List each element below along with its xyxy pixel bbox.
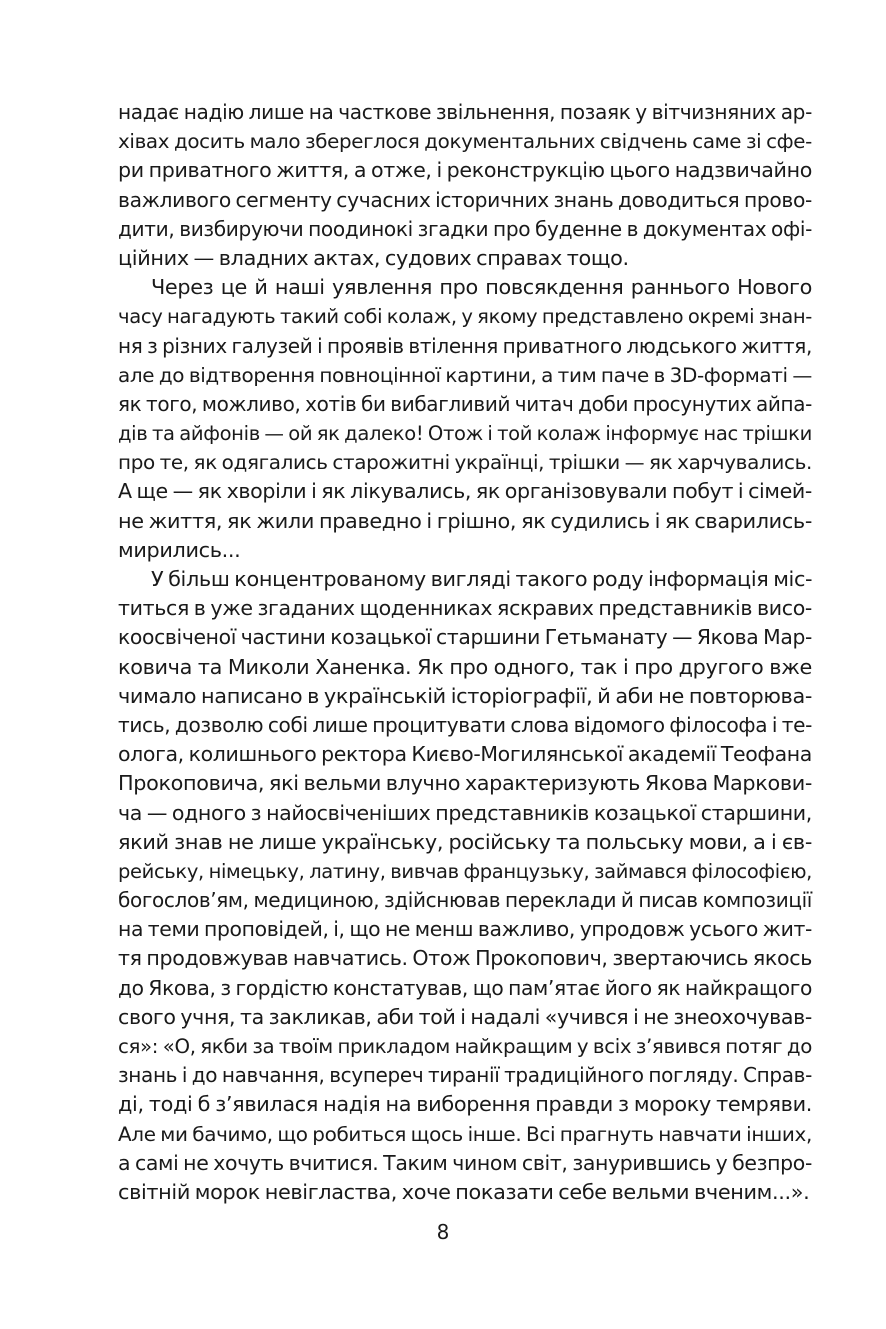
text-line: знань і до навчання, всупереч тиранії традиційного погляду. Справ- [118,1063,812,1088]
text-line: ри приватного життя, а отже, і реконструкцію цього надзвичайно [118,158,812,183]
text-line: до Якова, з гордістю констатував, що пам’ятає його як найкращого [118,975,812,1000]
text-line: богослов’ям, медициною, здійснював переклади й писав композиції [118,888,812,913]
text-line: про те, як одягались старожитні українці, трішки — як харчувались. [118,450,812,475]
paragraph [118,98,812,273]
text-line: ді, тоді б з’явилася надія на виборення правди з мороку темряви. [118,1092,812,1117]
text-line: Прокоповича, які вельми влучно характеризують Якова Маркови- [118,771,812,796]
text-line: коосвіченої частини козацької старшини Гетьманату — Якова Мар- [118,625,812,650]
text-line: мирились... [118,537,241,562]
text-line: важливого сегменту сучасних історичних знань доводиться прово- [118,187,812,212]
text-line: Але ми бачимо, що робиться щось інше. Всі прагнуть навчати інших, [118,1121,812,1146]
text-line: ня з різних галузей і проявів втілення приватного людського життя, [118,333,812,358]
text-line: ча — одного з найосвіченіших представників козацької старшини, [118,800,812,825]
text-line: У більш концентрованому вигляді такого роду інформація міс- [151,567,813,591]
text-line: дів та айфонів — ой як далеко! Отож і той колаж інформує нас трішки [118,422,812,446]
text-line: на теми проповідей, і, що не менш важливо, упродовж усього жит- [118,917,812,942]
text-line: як того, можливо, хотів би вибагливий читач доби просунутих айпа- [118,391,812,416]
text-line: тя продовжував навчатись. Отож Прокопович, звертаючись якось [118,946,812,971]
text-line: Через це й наші уявлення про повсякдення раннього Нового [151,275,812,300]
text-line: який знав не лише українську, російську та польську мови, а і єв- [118,829,812,854]
page-number: 8 [436,1220,450,1244]
text-line: А ще — як хворіли і як лікувались, як організовували побут і сімей- [118,479,812,504]
text-line: часу нагадують такий собі колаж, у якому представлено окремі знан- [118,305,812,329]
text-line: ся»: «О, якби за твоїм прикладом найкращим у всіх з’явився потяг до [118,1035,812,1058]
text-line: олога, колишнього ректора Києво-Могилянської академії Теофана [118,742,812,767]
text-line: але до відтворення повноцінної картини, а тим паче в 3D-форматі — [118,362,812,387]
text-line: титься в уже згаданих щоденниках яскравих представників висо- [118,596,812,621]
text-line: хівах досить мало збереглося документальних свідчень саме зі сфе- [118,130,812,154]
text-line: ційних — владних актах, судових справах тощо. [118,245,629,270]
text-line: дити, визбируючи поодинокі згадки про буденне в документах офі- [118,216,812,241]
text-line: світній морок невігластва, хоче показати себе вельми вченим...». [118,1179,810,1204]
text-line: ковича та Миколи Ханенка. Як про одного, так і про другого вже [118,654,812,679]
text-line: чимало написано в українській історіографії, й аби не повторюва- [118,683,812,708]
text-line: тись, дозволю собі лише процитувати слова відомого філософа і те- [118,712,812,737]
text-line: свого учня, та закликав, аби той і надалі «учився і не знеохочував- [118,1004,812,1029]
text-line: рейську, німецьку, латину, вивчав французьку, займався філософією, [118,859,812,883]
text-line: а самі не хочуть вчитися. Таким чином світ, занурившись у безпро- [118,1150,812,1175]
text-line: надає надію лише на часткове звільнення, позаяк у вітчизняних ар- [118,100,812,124]
paragraph [118,273,812,565]
paragraph [118,565,812,1207]
body-text [118,98,812,1207]
text-line: не життя, як жили праведно і грішно, як судились і як сварились- [118,508,812,533]
